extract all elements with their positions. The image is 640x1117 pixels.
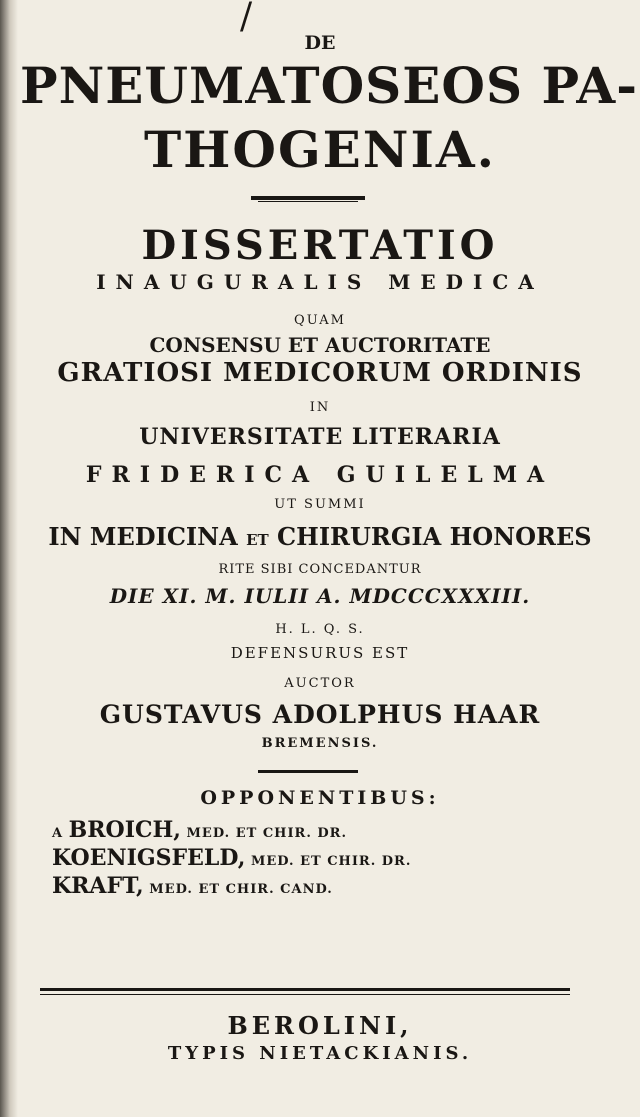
title-rule-thin [258, 201, 358, 202]
opponent-3-name: KRAFT, [52, 873, 144, 899]
opponent-1 [52, 817, 347, 843]
honores-part3: CHIRURGIA HONORES [277, 522, 592, 551]
title-line-1: PNEUMATOSEOS PA- [20, 56, 638, 115]
auctor-label: AUCTOR [284, 676, 356, 691]
opponentibus-heading: OPPONENTIBUS: [200, 787, 440, 809]
inauguralis-line: INAUGURALIS MEDICA [96, 270, 544, 294]
dissertatio-heading: DISSERTATIO [141, 222, 499, 269]
opponent-3-title: MED. ET CHIR. CAND. [149, 882, 333, 897]
honores-part2: ET [246, 531, 269, 549]
rite-line: RITE SIBI CONCEDANTUR [218, 562, 422, 577]
defensurus-line: DEFENSURUS EST [230, 644, 410, 662]
binding-edge [0, 0, 18, 1117]
printer-line: TYPIS NIETACKIANIS. [167, 1043, 473, 1064]
imprint-rule-thin [40, 994, 570, 995]
title-rule [251, 196, 365, 200]
opponent-2-title: MED. ET CHIR. DR. [250, 854, 412, 869]
consensu-line: CONSENSU ET AUCTORITATE [149, 333, 491, 357]
opponent-1-title: MED. ET CHIR. DR. [186, 826, 347, 841]
city-line: BEROLINI, [227, 1011, 413, 1040]
title-line-2: THOGENIA. [143, 120, 497, 179]
origin-line: BREMENSIS. [261, 736, 379, 751]
opponent-2 [52, 845, 411, 871]
honores-line [20, 522, 620, 551]
opponent-2-name: KOENIGSFELD, [52, 845, 246, 871]
universitate-line: UNIVERSITATE LITERARIA [139, 424, 501, 450]
friderica-line: FRIDERICA GUILELMA [85, 462, 555, 488]
opponent-1-prefix: A [52, 826, 64, 841]
quam-line: QUAM [294, 313, 346, 328]
honores-part1: IN MEDICINA [48, 522, 238, 551]
gratiosi-line: GRATIOSI MEDICORUM ORDINIS [57, 358, 583, 388]
ink-mark: / [240, 0, 253, 37]
author-name: GUSTAVUS ADOLPHUS HAAR [99, 700, 541, 729]
date-line: DIE XI. M. IULII A. MDCCCXXXIII. [109, 584, 531, 608]
opponent-1-name: BROICH, [68, 817, 181, 843]
preposition-de: DE [304, 32, 336, 54]
ut-summi-line: UT SUMMI [274, 497, 366, 512]
in-line: IN [309, 400, 331, 415]
imprint-rule [40, 988, 570, 991]
opponent-3 [52, 873, 333, 899]
hlqs-line: H. L. Q. S. [275, 622, 365, 637]
author-rule [258, 770, 358, 773]
